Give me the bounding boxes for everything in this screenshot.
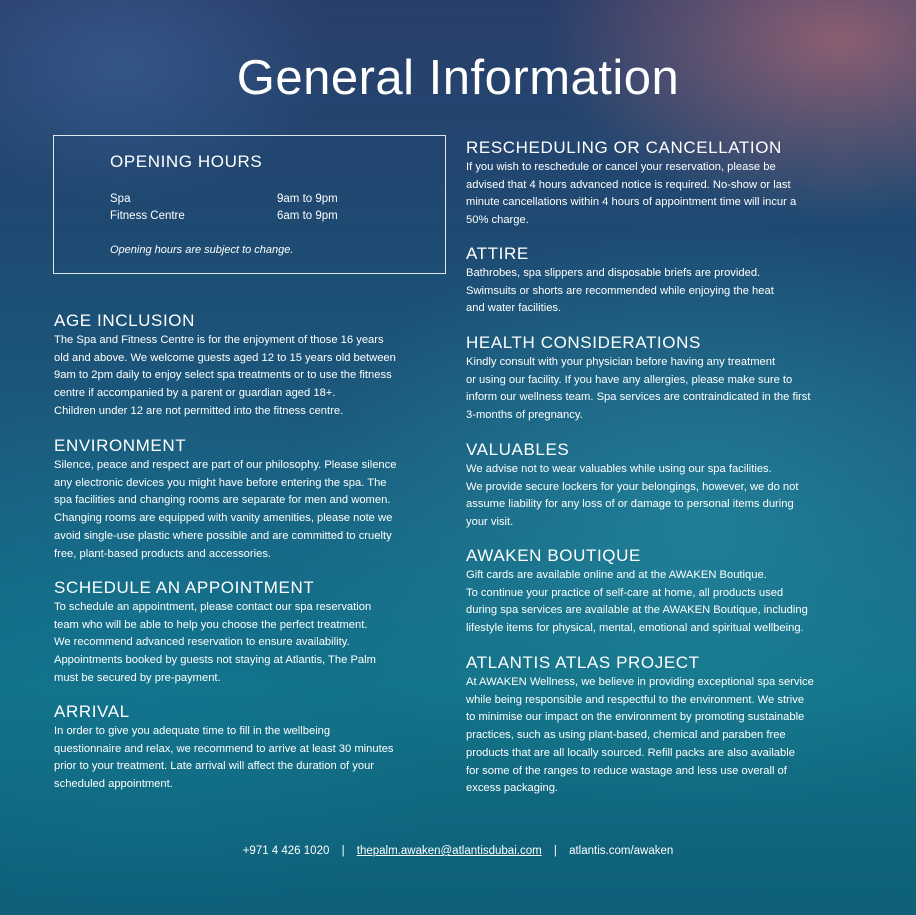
opening-hours-heading: OPENING HOURS (110, 152, 263, 171)
section-arrival (54, 702, 449, 794)
hours-value: 9am to 9pm (277, 193, 338, 205)
section-atlas-project (466, 653, 866, 798)
section-body: Bathrobes, spa slippers and disposable briefs are provided. Swimsuits or shorts are recommended while enjoying the heat and water facilities. (466, 267, 774, 315)
footer-website-link[interactable]: atlantis.com/awaken (569, 845, 674, 857)
section-environment (54, 436, 449, 563)
footer-separator: | (553, 845, 557, 857)
hours-label: Fitness Centre (110, 210, 185, 222)
section-heading: VALUABLES (466, 440, 570, 459)
section-heading: ATLANTIS ATLAS PROJECT (466, 653, 700, 672)
section-heading: ENVIRONMENT (54, 436, 187, 455)
section-heading: ARRIVAL (54, 702, 130, 721)
section-body: At AWAKEN Wellness, we believe in providing exceptional spa service while being responsible and respectful to the environment. We strive to minimise our impact on the environment by promoting sustainable practices, such as using plant-based, chemical and paraben free products that are all locally sourced. Refill packs are also available for some of the ranges to reduce wastage and less use overall of excess packaging. (466, 676, 814, 795)
section-schedule-appointment (54, 578, 449, 688)
footer-contact (0, 845, 916, 857)
section-heading: HEALTH CONSIDERATIONS (466, 333, 701, 352)
hours-note: Opening hours are subject to change. (110, 244, 294, 256)
section-heading: ATTIRE (466, 244, 529, 263)
section-heading: AWAKEN BOUTIQUE (466, 546, 641, 565)
section-health (466, 333, 866, 425)
section-body: Kindly consult with your physician before having any treatment or using our facility. If you have any allergies, please make sure to inform our wellness team. Spa services are contraindicated in the first 3-months of pregnancy. (466, 356, 811, 422)
hours-label: Spa (110, 193, 131, 205)
section-body: If you wish to reschedule or cancel your reservation, please be advised that 4 hours advanced notice is required. No-show or last minute cancellations within 4 hours of appointment time will incur a 50% charge. (466, 161, 797, 227)
hours-value: 6am to 9pm (277, 210, 338, 222)
section-body: Silence, peace and respect are part of our philosophy. Please silence any electronic devices you might have before entering the spa. The spa facilities and changing rooms are separate for men and women. Changing rooms are equipped with vanity amenities, please note we avoid single-use plastic where possible and are committed to cruelty free, plant-based products and accessories. (54, 459, 397, 560)
footer-separator: | (341, 845, 345, 857)
page-title: General Information (236, 51, 680, 105)
section-body: The Spa and Fitness Centre is for the enjoyment of those 16 years old and above. We welcome guests aged 12 to 15 years old between 9am to 2pm daily to enjoy select spa treatments or to use the fitness centre if accompanied by a parent or guardian aged 18+. Children under 12 are not permitted into the fitness centre. (54, 334, 396, 417)
section-heading: AGE INCLUSION (54, 311, 195, 330)
section-heading: RESCHEDULING OR CANCELLATION (466, 138, 782, 157)
footer-phone[interactable]: +971 4 426 1020 (242, 845, 330, 857)
footer-email-link[interactable]: thepalm.awaken@atlantisdubai.com (356, 845, 542, 857)
section-body: Gift cards are available online and at the AWAKEN Boutique. To continue your practice of self-care at home, all products used during spa services are available at the AWAKEN Boutique, including lifestyle items for physical, mental, emotional and spiritual wellbeing. (466, 569, 808, 635)
section-body: We advise not to wear valuables while using our spa facilities. We provide secure lockers for your belongings, however, we do not assume liability for any loss of or damage to personal items during your visit. (466, 463, 799, 529)
section-valuables (466, 440, 866, 532)
section-heading: SCHEDULE AN APPOINTMENT (54, 578, 315, 597)
section-body: To schedule an appointment, please contact our spa reservation team who will be able to help you choose the perfect treatment. We recommend advanced reservation to ensure availability. Appointments booked by guests not staying at Atlantis, The Palm must be secured by pre-payment. (54, 601, 376, 684)
section-attire (466, 244, 866, 318)
section-awaken-boutique (466, 546, 866, 638)
opening-hours-box (53, 135, 446, 274)
section-rescheduling (466, 138, 866, 230)
section-body: In order to give you adequate time to fill in the wellbeing questionnaire and relax, we recommend to arrive at least 30 minutes prior to your treatment. Late arrival will affect the duration of your scheduled appointment. (54, 725, 394, 791)
section-age-inclusion (54, 311, 449, 421)
